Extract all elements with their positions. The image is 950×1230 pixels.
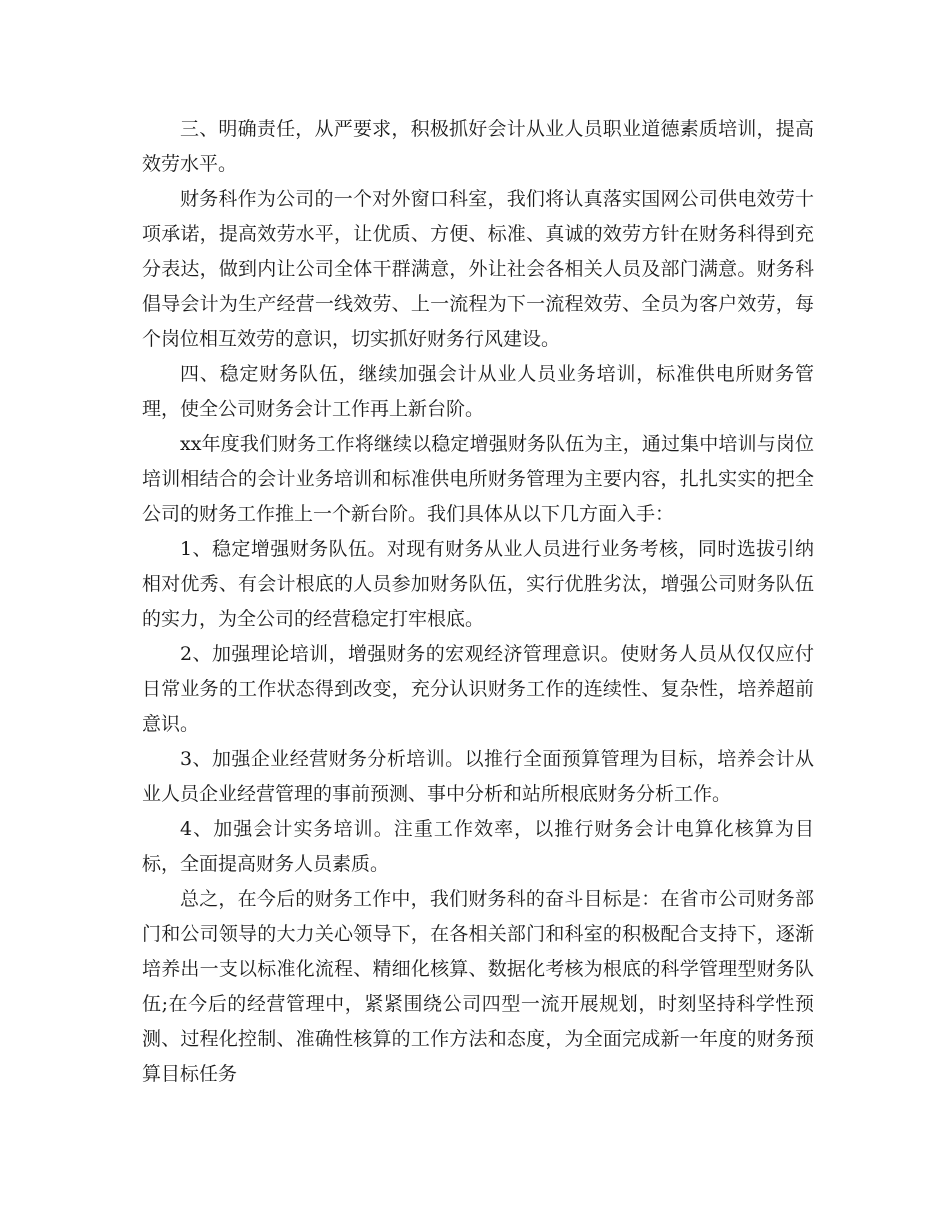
paragraph-annual-plan: xx年度我们财务工作将继续以稳定增强财务队伍为主，通过集中培训与岗位培训相结合的会计业务培训和标准供电所财务管理为主要内容，扎扎实实的把全公司的财务工作推上一个新台阶。我们具体从以下几方面入手：	[142, 433, 814, 525]
paragraph-item-4: 4、加强会计实务培训。注重工作效率，以推行财务会计电算化核算为目标，全面提高财务人员素质。	[142, 818, 814, 875]
paragraph-section-four: 四、稳定财务队伍，继续加强会计从业人员业务培训，标准供电所财务管理，使全公司财务会计工作再上新台阶。	[142, 363, 814, 420]
paragraph-item-1: 1、稳定增强财务队伍。对现有财务从业人员进行业务考核，同时选拔引纳相对优秀、有会计根底的人员参加财务队伍，实行优胜劣汰，增强公司财务队伍的实力，为全公司的经营稳定打牢根底。	[142, 538, 814, 630]
paragraph-summary: 总之，在今后的财务工作中，我们财务科的奋斗目标是：在省市公司财务部门和公司领导的大力关心领导下，在各相关部门和科室的积极配合支持下，逐渐培养出一支以标准化流程、精细化核算、数据化考核为根底的科学管理型财务队伍;在今后的经营管理中，紧紧围绕公司四型一流开展规划，时刻坚持科学性预测、过程化控制、准确性核算的工作方法和态度，为全面完成新一年度的财务预算目标任务	[142, 888, 814, 1085]
paragraph-section-three: 三、明确责任，从严要求，积极抓好会计从业人员职业道德素质培训，提高效劳水平。	[142, 118, 814, 175]
paragraph-service-window: 财务科作为公司的一个对外窗口科室，我们将认真落实国网公司供电效劳十项承诺，提高效劳水平，让优质、方便、标准、真诚的效劳方针在财务科得到充分表达，做到内让公司全体干群满意，外让社会各相关人员及部门满意。财务科倡导会计为生产经营一线效劳、上一流程为下一流程效劳、全员为客户效劳，每个岗位相互效劳的意识，切实抓好财务行风建设。	[142, 188, 814, 350]
document-page	[142, 112, 814, 1092]
paragraph-item-2: 2、加强理论培训，增强财务的宏观经济管理意识。使财务人员从仅仅应付日常业务的工作状态得到改变，充分认识财务工作的连续性、复杂性，培养超前意识。	[142, 643, 814, 735]
paragraph-item-3: 3、加强企业经营财务分析培训。以推行全面预算管理为目标，培养会计从业人员企业经营管理的事前预测、事中分析和站所根底财务分析工作。	[142, 748, 814, 805]
